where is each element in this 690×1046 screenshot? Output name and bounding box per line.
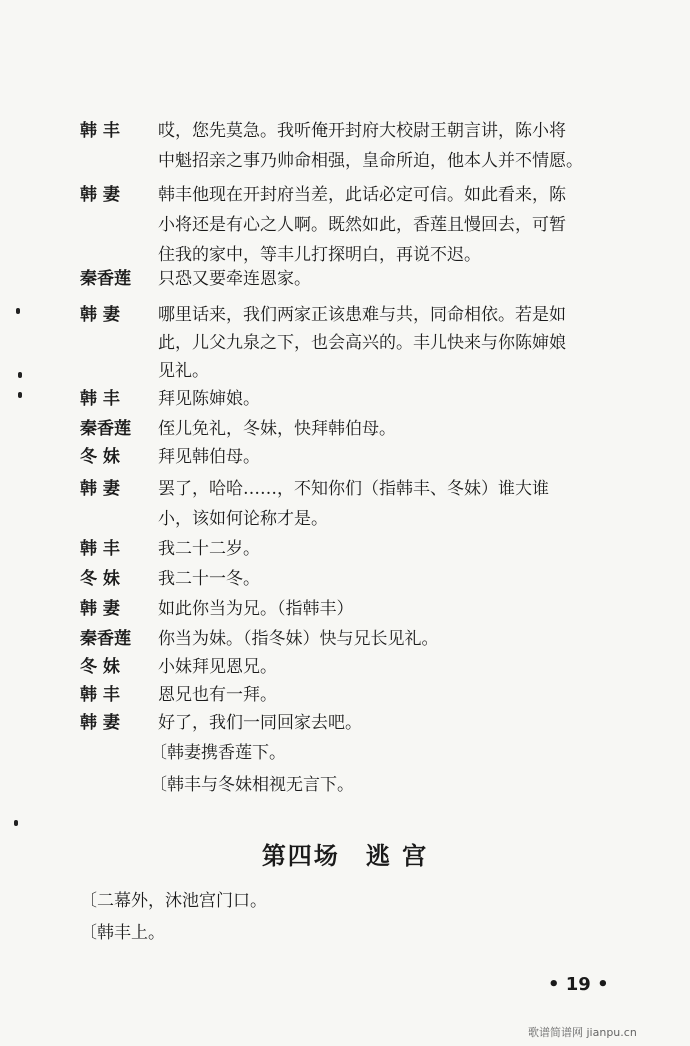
dialogue-text: 恩兄也有一拜。: [158, 685, 277, 705]
dialogue-line: [80, 534, 640, 564]
speaker-name: 冬 妹: [80, 657, 120, 677]
dialogue-text: 哎，您先莫急。我听俺开封府大校尉王朝言讲，陈小将: [158, 121, 566, 141]
dialogue-line: [80, 624, 640, 654]
dialogue-line: [80, 116, 640, 146]
speaker-name: 韩 妻: [80, 713, 120, 733]
stage-direction: 〔韩丰与冬妹相视无言下。: [150, 775, 354, 795]
dialogue-text: 我二十二岁。: [158, 539, 260, 559]
dialogue-line: [80, 300, 640, 330]
speaker-name: 韩 妻: [80, 599, 120, 619]
scene-name: 逃 宫: [365, 842, 429, 870]
dialogue-line: [80, 594, 640, 624]
dialogue-text: 中魁招亲之事乃帅命相强，皇命所迫，他本人并不情愿。: [158, 151, 583, 171]
speaker-name: 冬 妹: [80, 447, 120, 467]
dialogue-text: 你当为妹。（指冬妹）快与兄长见礼。: [158, 629, 439, 649]
dialogue-text: 我二十一冬。: [158, 569, 260, 589]
dialogue-text: 侄儿免礼，冬妹，快拜韩伯母。: [158, 419, 396, 439]
dialogue-text: 哪里话来，我们两家正该患难与共，同命相依。若是如: [158, 305, 566, 325]
stage-direction: 〔二幕外，沐池宫门口。: [80, 891, 267, 911]
margin-speck: [16, 308, 20, 314]
speaker-name: 韩 丰: [80, 539, 120, 559]
speaker-name: 韩 妻: [80, 305, 120, 325]
dialogue-text: 住我的家中，等丰儿打探明白，再说不迟。: [158, 245, 481, 265]
dialogue-text: 好了，我们一同回家去吧。: [158, 713, 362, 733]
speaker-name: 韩 丰: [80, 389, 120, 409]
page-number: • 19 •: [548, 974, 609, 995]
stage-direction: 〔韩妻携香莲下。: [150, 743, 286, 763]
dialogue-line: [80, 414, 640, 444]
dialogue-line: [80, 442, 640, 472]
dialogue-line: [80, 564, 640, 594]
speaker-name: 韩 丰: [80, 121, 120, 141]
speaker-name: 秦香莲: [80, 269, 131, 289]
stage-direction: 〔韩丰上。: [80, 923, 165, 943]
speaker-name: 韩 妻: [80, 479, 120, 499]
margin-speck: [18, 392, 22, 398]
speaker-name: 韩 丰: [80, 685, 120, 705]
scene-heading: [0, 836, 690, 871]
dialogue-text: 见礼。: [158, 361, 209, 381]
margin-speck: [14, 820, 18, 826]
speaker-name: 秦香莲: [80, 419, 131, 439]
watermark: 歌谱简谱网 jianpu.cn: [528, 1026, 637, 1039]
dialogue-text: 此，儿父九泉之下，也会高兴的。丰儿快来与你陈婶娘: [158, 333, 566, 353]
dialogue-line: [80, 708, 640, 738]
speaker-name: 秦香莲: [80, 629, 131, 649]
dialogue-text: 罢了，哈哈……，不知你们（指韩丰、冬妹）谁大谁: [158, 479, 549, 499]
dialogue-line: [80, 384, 640, 414]
scene-number: 第四场: [261, 842, 340, 870]
speaker-name: 韩 妻: [80, 185, 120, 205]
speaker-name: 冬 妹: [80, 569, 120, 589]
margin-speck: [18, 372, 22, 378]
dialogue-text: 小将还是有心之人啊。既然如此，香莲且慢回去，可暂: [158, 215, 566, 235]
dialogue-text: 拜见陈婶娘。: [158, 389, 260, 409]
dialogue-line: [80, 264, 640, 294]
dialogue-line: [80, 474, 640, 504]
dialogue-text: 韩丰他现在开封府当差，此话必定可信。如此看来，陈: [158, 185, 566, 205]
dialogue-text: 小，该如何论称才是。: [158, 509, 328, 529]
dialogue-line: [80, 652, 640, 682]
dialogue-text: 如此你当为兄。（指韩丰）: [158, 599, 354, 619]
dialogue-text: 小妹拜见恩兄。: [158, 657, 277, 677]
dialogue-line: [80, 180, 640, 210]
dialogue-line: [80, 680, 640, 710]
dialogue-text: 只恐又要牵连恩家。: [158, 269, 311, 289]
dialogue-text: 拜见韩伯母。: [158, 447, 260, 467]
